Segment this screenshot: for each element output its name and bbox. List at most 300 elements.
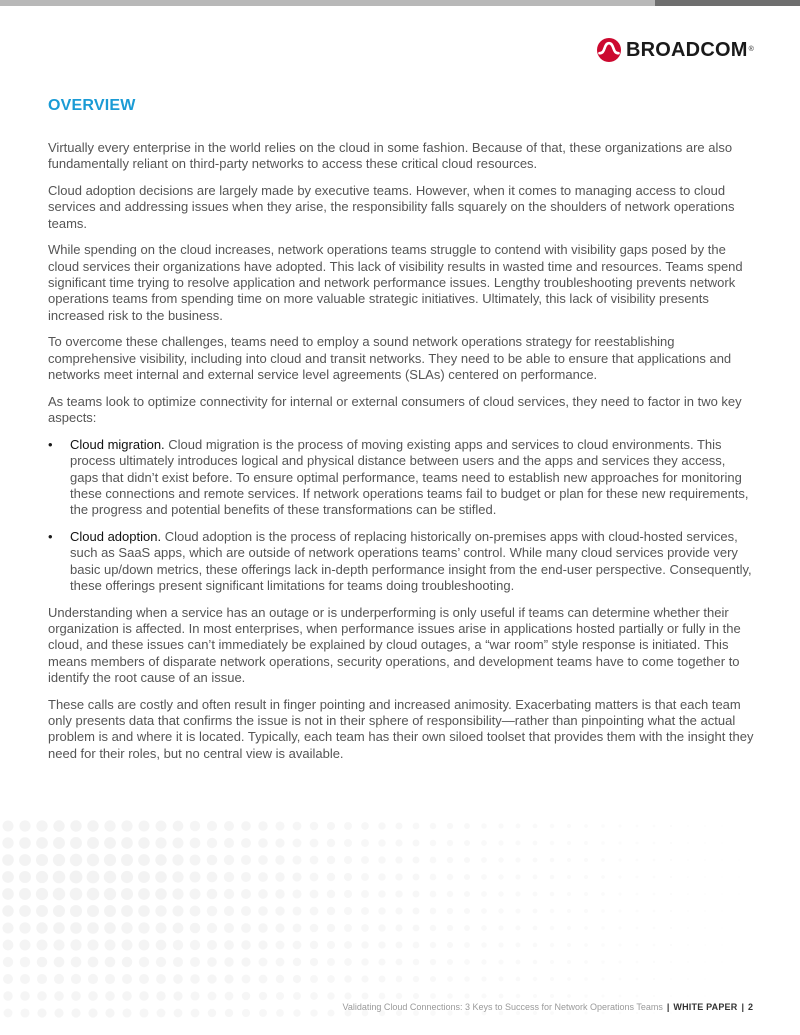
pattern-dot bbox=[704, 944, 706, 946]
pattern-dot bbox=[344, 873, 352, 881]
pattern-dot bbox=[327, 941, 335, 949]
pattern-dot bbox=[20, 1008, 29, 1017]
pattern-dot bbox=[242, 992, 251, 1001]
pattern-dot bbox=[155, 871, 167, 883]
pattern-dot bbox=[550, 892, 555, 897]
pattern-dot bbox=[258, 889, 268, 899]
pattern-dot bbox=[172, 905, 183, 916]
pattern-dot bbox=[88, 1008, 97, 1017]
pattern-dot bbox=[721, 876, 723, 878]
pattern-dot bbox=[71, 1008, 80, 1017]
pattern-dot bbox=[498, 925, 503, 930]
pattern-dot bbox=[550, 994, 554, 998]
pattern-dot bbox=[327, 907, 335, 915]
pattern-dot bbox=[395, 822, 402, 829]
pattern-dot bbox=[515, 908, 520, 913]
pattern-dot bbox=[687, 944, 689, 946]
pattern-dot bbox=[464, 976, 470, 982]
pattern-dot bbox=[190, 889, 201, 900]
pattern-dot bbox=[515, 925, 520, 930]
pattern-dot bbox=[636, 978, 639, 981]
pattern-dot bbox=[395, 907, 402, 914]
pattern-dot bbox=[567, 994, 571, 998]
pattern-dot bbox=[653, 978, 655, 980]
pattern-dot bbox=[310, 1009, 317, 1016]
bullet-text: Cloud adoption is the process of replacing historically on-premises apps with cloud-hosted services, such as SaaS apps, which are outside of network operations teams’ control. While many cloud services provide very basic up/down metrics, these offerings lack in-depth performance insight from the end-user perspective. Consequently, these offerings present significant limitations for teams doing troubleshooting. bbox=[70, 528, 752, 593]
pattern-dot bbox=[172, 871, 183, 882]
pattern-dot bbox=[618, 824, 621, 827]
pattern-dot bbox=[54, 957, 65, 968]
pattern-dot bbox=[241, 906, 251, 916]
pattern-dot bbox=[258, 906, 268, 916]
pattern-dot bbox=[190, 923, 201, 934]
pattern-dot bbox=[430, 823, 437, 830]
pattern-dot bbox=[276, 1009, 284, 1017]
pattern-dot bbox=[242, 975, 251, 984]
pattern-dot bbox=[172, 888, 183, 899]
pattern-dot bbox=[241, 838, 251, 848]
pattern-dot bbox=[104, 871, 116, 883]
list-item bbox=[48, 529, 754, 594]
pattern-dot bbox=[670, 910, 672, 912]
pattern-dot bbox=[293, 839, 302, 848]
pattern-dot bbox=[71, 991, 81, 1001]
pattern-dot bbox=[601, 909, 605, 913]
pattern-dot bbox=[635, 892, 638, 895]
pattern-dot bbox=[104, 922, 116, 934]
pattern-dot bbox=[104, 888, 116, 900]
pattern-dot bbox=[310, 958, 318, 966]
pattern-dot bbox=[259, 992, 267, 1000]
pattern-dot bbox=[36, 854, 48, 866]
pattern-dot bbox=[53, 939, 64, 950]
pattern-dot bbox=[224, 974, 233, 983]
pattern-dot bbox=[190, 957, 200, 967]
pattern-dot bbox=[618, 943, 621, 946]
pattern-dot bbox=[670, 825, 672, 827]
pattern-dot bbox=[704, 876, 706, 878]
pattern-dot bbox=[292, 872, 301, 881]
pattern-dot bbox=[567, 926, 571, 930]
pattern-dot bbox=[224, 923, 234, 933]
pattern-dot bbox=[155, 854, 166, 865]
pattern-dot bbox=[653, 961, 655, 963]
decorative-dot-pattern bbox=[0, 820, 800, 1020]
pattern-dot bbox=[601, 892, 605, 896]
pattern-dot bbox=[207, 889, 218, 900]
pattern-dot bbox=[584, 994, 587, 997]
pattern-dot bbox=[19, 854, 31, 866]
pattern-dot bbox=[87, 922, 99, 934]
pattern-dot bbox=[3, 957, 13, 967]
broadcom-logo-icon bbox=[597, 38, 621, 62]
pattern-dot bbox=[36, 939, 47, 950]
pattern-dot bbox=[447, 857, 453, 863]
pattern-dot bbox=[87, 820, 98, 831]
pattern-dot bbox=[207, 838, 217, 848]
pattern-dot bbox=[36, 837, 48, 849]
pattern-dot bbox=[275, 872, 284, 881]
pattern-dot bbox=[361, 941, 369, 949]
pattern-dot bbox=[533, 926, 538, 931]
pattern-dot bbox=[447, 976, 453, 982]
pattern-dot bbox=[550, 841, 555, 846]
pattern-dot bbox=[293, 975, 301, 983]
pattern-dot bbox=[310, 992, 318, 1000]
pattern-dot bbox=[618, 926, 621, 929]
pattern-dot bbox=[87, 837, 99, 849]
pattern-dot bbox=[550, 977, 554, 981]
pattern-dot bbox=[241, 940, 251, 950]
pattern-dot bbox=[327, 890, 336, 899]
pattern-dot bbox=[721, 927, 722, 928]
pattern-dot bbox=[207, 974, 216, 983]
pattern-dot bbox=[19, 871, 31, 883]
pattern-dot bbox=[430, 993, 436, 999]
pattern-dot bbox=[37, 991, 47, 1001]
pattern-dot bbox=[70, 888, 83, 901]
pattern-dot bbox=[601, 926, 605, 930]
pattern-dot bbox=[567, 960, 571, 964]
pattern-dot bbox=[190, 855, 201, 866]
pattern-dot bbox=[36, 871, 48, 883]
pattern-dot bbox=[378, 839, 386, 847]
pattern-dot bbox=[53, 854, 65, 866]
pattern-dot bbox=[292, 889, 301, 898]
pattern-dot bbox=[704, 825, 706, 827]
pattern-dot bbox=[275, 838, 284, 847]
pattern-dot bbox=[122, 991, 132, 1001]
pattern-dot bbox=[670, 944, 672, 946]
pattern-dot bbox=[138, 905, 150, 917]
pattern-dot bbox=[139, 974, 149, 984]
pattern-dot bbox=[379, 976, 386, 983]
pattern-dot bbox=[447, 891, 453, 897]
pattern-dot bbox=[70, 837, 82, 849]
pattern-dot bbox=[533, 875, 538, 880]
pattern-dot bbox=[138, 888, 150, 900]
pattern-dot bbox=[207, 906, 217, 916]
pattern-dot bbox=[481, 857, 487, 863]
pattern-dot bbox=[464, 942, 470, 948]
pattern-dot bbox=[601, 994, 604, 997]
pattern-dot bbox=[619, 978, 622, 981]
pattern-dot bbox=[54, 974, 64, 984]
pattern-dot bbox=[498, 959, 503, 964]
pattern-dot bbox=[121, 905, 133, 917]
pattern-dot bbox=[447, 993, 453, 999]
pattern-dot bbox=[430, 840, 437, 847]
pattern-dot bbox=[567, 943, 571, 947]
pattern-dot bbox=[2, 905, 13, 916]
pattern-dot bbox=[20, 974, 30, 984]
pattern-dot bbox=[105, 957, 116, 968]
pattern-dot bbox=[635, 909, 638, 912]
pattern-dot bbox=[121, 854, 133, 866]
pattern-dot bbox=[190, 991, 199, 1000]
pattern-dot bbox=[104, 905, 116, 917]
pattern-dot bbox=[447, 874, 453, 880]
pattern-dot bbox=[378, 822, 385, 829]
pattern-dot bbox=[121, 888, 133, 900]
pattern-dot bbox=[173, 838, 184, 849]
pattern-dot bbox=[515, 891, 520, 896]
pattern-dot bbox=[70, 871, 83, 884]
pattern-dot bbox=[430, 857, 437, 864]
bullet-icon: • bbox=[48, 528, 53, 544]
pattern-dot bbox=[327, 975, 335, 983]
pattern-dot bbox=[481, 942, 487, 948]
pattern-dot bbox=[584, 858, 588, 862]
pattern-dot bbox=[207, 855, 218, 866]
pattern-dot bbox=[36, 905, 48, 917]
pattern-dot bbox=[464, 925, 470, 931]
pattern-dot bbox=[447, 823, 453, 829]
pattern-dot bbox=[378, 941, 385, 948]
pattern-dot bbox=[395, 890, 402, 897]
pattern-dot bbox=[584, 926, 588, 930]
pattern-dot bbox=[481, 993, 486, 998]
pattern-dot bbox=[122, 1008, 131, 1017]
pattern-dot bbox=[242, 1009, 250, 1017]
footer-title: Validating Cloud Connections: 3 Keys to Success for Network Operations Teams bbox=[342, 1002, 663, 1012]
pattern-dot bbox=[516, 994, 521, 999]
pattern-dot bbox=[653, 842, 656, 845]
pattern-dot bbox=[584, 892, 588, 896]
pattern-dot bbox=[687, 910, 689, 912]
pattern-dot bbox=[498, 874, 503, 879]
pattern-dot bbox=[276, 992, 284, 1000]
pattern-dot bbox=[481, 908, 487, 914]
pattern-dot bbox=[259, 1009, 267, 1017]
pattern-dot bbox=[310, 822, 319, 831]
pattern-dot bbox=[224, 889, 234, 899]
pattern-dot bbox=[567, 977, 571, 981]
pattern-dot bbox=[105, 974, 115, 984]
pattern-dot bbox=[413, 823, 420, 830]
pattern-dot bbox=[447, 942, 453, 948]
pattern-dot bbox=[413, 993, 419, 999]
pattern-dot bbox=[601, 858, 605, 862]
pattern-dot bbox=[395, 856, 402, 863]
pattern-dot bbox=[447, 925, 453, 931]
pattern-dot bbox=[156, 923, 167, 934]
pattern-dot bbox=[413, 959, 420, 966]
pattern-dot bbox=[704, 842, 706, 844]
pattern-dot bbox=[567, 909, 571, 913]
pattern-dot bbox=[2, 871, 14, 883]
footer-separator: | bbox=[666, 1002, 670, 1012]
pattern-dot bbox=[208, 992, 217, 1001]
pattern-dot bbox=[721, 944, 722, 945]
pattern-dot bbox=[653, 927, 656, 930]
pattern-dot bbox=[653, 944, 656, 947]
pattern-dot bbox=[447, 840, 453, 846]
pattern-dot bbox=[464, 959, 470, 965]
pattern-dot bbox=[533, 858, 538, 863]
pattern-dot bbox=[224, 855, 234, 865]
pattern-dot bbox=[413, 840, 420, 847]
pattern-dot bbox=[258, 872, 268, 882]
pattern-dot bbox=[378, 907, 386, 915]
paragraph: Understanding when a service has an outage or is underperforming is only useful if teams can determine whether their organization is affected. In most enterprises, when performance issues arise in applications hosted partially or fully in the cloud, and these issues can’t immediately be explained by cloud outages, a “war room” style response is initiated. This means members of disparate network operations, security operations, and development teams have to come together to identify the root cause of an issue. bbox=[48, 604, 741, 685]
pattern-dot bbox=[584, 977, 588, 981]
pattern-dot bbox=[533, 977, 537, 981]
pattern-dot bbox=[173, 974, 183, 984]
pattern-dot bbox=[173, 957, 183, 967]
paragraph: These calls are costly and often result in finger pointing and increased animosity. Exacerbating matters is that each team only presents data that confirms the issue is not in their sphere of responsibility—rather than pinpointing what the actual problem is and where it is located. Typically, each team has their own siloed toolset that provides them with the insight they need for their roles, but no central view is available. bbox=[48, 696, 754, 761]
pattern-dot bbox=[71, 974, 81, 984]
pattern-dot bbox=[361, 856, 369, 864]
pattern-dot bbox=[670, 893, 672, 895]
pattern-dot bbox=[292, 855, 301, 864]
pattern-dot bbox=[3, 974, 13, 984]
bullet-lead: Cloud adoption. bbox=[70, 528, 162, 544]
bullet-list bbox=[48, 437, 754, 594]
pattern-dot bbox=[3, 991, 12, 1000]
pattern-dot bbox=[70, 939, 81, 950]
pattern-dot bbox=[550, 943, 554, 947]
pattern-dot bbox=[533, 960, 538, 965]
pattern-dot bbox=[635, 858, 638, 861]
section-heading: OVERVIEW bbox=[48, 97, 136, 114]
pattern-dot bbox=[567, 858, 571, 862]
pattern-dot bbox=[550, 824, 554, 828]
pattern-dot bbox=[190, 940, 200, 950]
top-bar-accent bbox=[655, 0, 800, 6]
pattern-dot bbox=[156, 957, 166, 967]
pattern-dot bbox=[156, 974, 166, 984]
pattern-dot bbox=[584, 960, 588, 964]
pattern-dot bbox=[275, 923, 284, 932]
pattern-dot bbox=[173, 923, 184, 934]
pattern-dot bbox=[498, 891, 503, 896]
pattern-dot bbox=[70, 905, 82, 917]
pattern-dot bbox=[636, 842, 639, 845]
pattern-dot bbox=[241, 889, 251, 899]
pattern-dot bbox=[618, 892, 621, 895]
pattern-dot bbox=[430, 976, 436, 982]
pattern-dot bbox=[2, 922, 13, 933]
pattern-dot bbox=[618, 875, 621, 878]
pattern-dot bbox=[601, 943, 604, 946]
pattern-dot bbox=[3, 940, 14, 951]
pattern-dot bbox=[413, 925, 420, 932]
pattern-dot bbox=[224, 821, 234, 831]
pattern-dot bbox=[516, 943, 521, 948]
pattern-dot bbox=[430, 891, 437, 898]
pattern-dot bbox=[19, 820, 30, 831]
pattern-dot bbox=[567, 841, 571, 845]
pattern-dot bbox=[310, 975, 318, 983]
pattern-dot bbox=[310, 839, 319, 848]
pattern-dot bbox=[361, 924, 369, 932]
pattern-dot bbox=[636, 995, 639, 998]
pattern-dot bbox=[53, 837, 65, 849]
pattern-dot bbox=[54, 1008, 63, 1017]
pattern-dot bbox=[636, 825, 639, 828]
pattern-dot bbox=[533, 892, 538, 897]
pattern-dot bbox=[567, 875, 571, 879]
paragraph: As teams look to optimize connectivity for internal or external consumers of cloud services, they need to factor in two key aspects: bbox=[48, 393, 742, 426]
bullet-text: Cloud migration is the process of moving existing apps and services to cloud environments. This process ultimately introduces logical and physical distance between users and the apps and services they access, gaps that didn’t exist before. To ensure optimal performance, teams need to establish new approaches for monitoring these connections and remote services. If network operations teams fail to budget or plan for these new requirements, the progress and potential benefits of these transformations can be stifled. bbox=[70, 436, 749, 518]
pattern-dot bbox=[37, 1008, 46, 1017]
pattern-dot bbox=[344, 856, 352, 864]
pattern-dot bbox=[395, 839, 402, 846]
pattern-dot bbox=[173, 940, 183, 950]
pattern-dot bbox=[704, 910, 706, 912]
pattern-dot bbox=[310, 856, 319, 865]
pattern-dot bbox=[395, 924, 402, 931]
pattern-dot bbox=[121, 922, 132, 933]
pattern-dot bbox=[310, 890, 319, 899]
pattern-dot bbox=[155, 905, 166, 916]
pattern-dot bbox=[344, 975, 351, 982]
pattern-dot bbox=[174, 1009, 183, 1018]
pattern-dot bbox=[533, 824, 538, 829]
pattern-dot bbox=[207, 923, 217, 933]
pattern-dot bbox=[687, 978, 689, 980]
pattern-dot bbox=[618, 909, 621, 912]
paragraph: To overcome these challenges, teams need to employ a sound network operations strategy for reestablishing comprehensive visibility, including into cloud and transit networks. They need to be able to ensure that applications and networks meet internal and external service level agreements (SLAs) centered on performance. bbox=[48, 334, 732, 383]
pattern-dot bbox=[275, 855, 284, 864]
pattern-dot bbox=[207, 957, 217, 967]
pattern-dot bbox=[190, 821, 200, 831]
pattern-dot bbox=[156, 940, 167, 951]
pattern-dot bbox=[344, 907, 352, 915]
pattern-dot bbox=[138, 922, 149, 933]
pattern-dot bbox=[139, 957, 149, 967]
pattern-dot bbox=[53, 820, 64, 831]
pattern-dot bbox=[53, 888, 65, 900]
pattern-dot bbox=[258, 923, 267, 932]
pattern-dot bbox=[636, 944, 639, 947]
pattern-dot bbox=[87, 905, 99, 917]
pattern-dot bbox=[481, 925, 487, 931]
pattern-dot bbox=[515, 840, 520, 845]
pattern-dot bbox=[464, 874, 470, 880]
pattern-dot bbox=[601, 960, 604, 963]
logo-registered-mark: ® bbox=[748, 46, 754, 53]
pattern-dot bbox=[396, 993, 402, 999]
pattern-dot bbox=[139, 940, 150, 951]
pattern-dot bbox=[4, 1009, 13, 1018]
pattern-dot bbox=[601, 977, 604, 980]
pattern-dot bbox=[721, 842, 722, 843]
pattern-dot bbox=[276, 975, 284, 983]
pattern-dot bbox=[225, 1009, 233, 1017]
pattern-dot bbox=[670, 876, 672, 878]
pattern-dot bbox=[327, 856, 335, 864]
pattern-dot bbox=[275, 821, 284, 830]
pattern-dot bbox=[225, 992, 234, 1001]
pattern-dot bbox=[88, 991, 98, 1001]
pattern-dot bbox=[122, 940, 133, 951]
pattern-dot bbox=[413, 891, 420, 898]
pattern-dot bbox=[293, 924, 302, 933]
pattern-dot bbox=[138, 820, 149, 831]
pattern-dot bbox=[87, 854, 99, 866]
pattern-dot bbox=[173, 991, 182, 1000]
pattern-dot bbox=[292, 906, 301, 915]
pattern-dot bbox=[396, 959, 403, 966]
pattern-dot bbox=[293, 822, 302, 831]
pattern-dot bbox=[36, 922, 47, 933]
pattern-dot bbox=[481, 823, 487, 829]
pattern-dot bbox=[344, 958, 352, 966]
pattern-dot bbox=[670, 927, 672, 929]
pattern-dot bbox=[464, 891, 470, 897]
